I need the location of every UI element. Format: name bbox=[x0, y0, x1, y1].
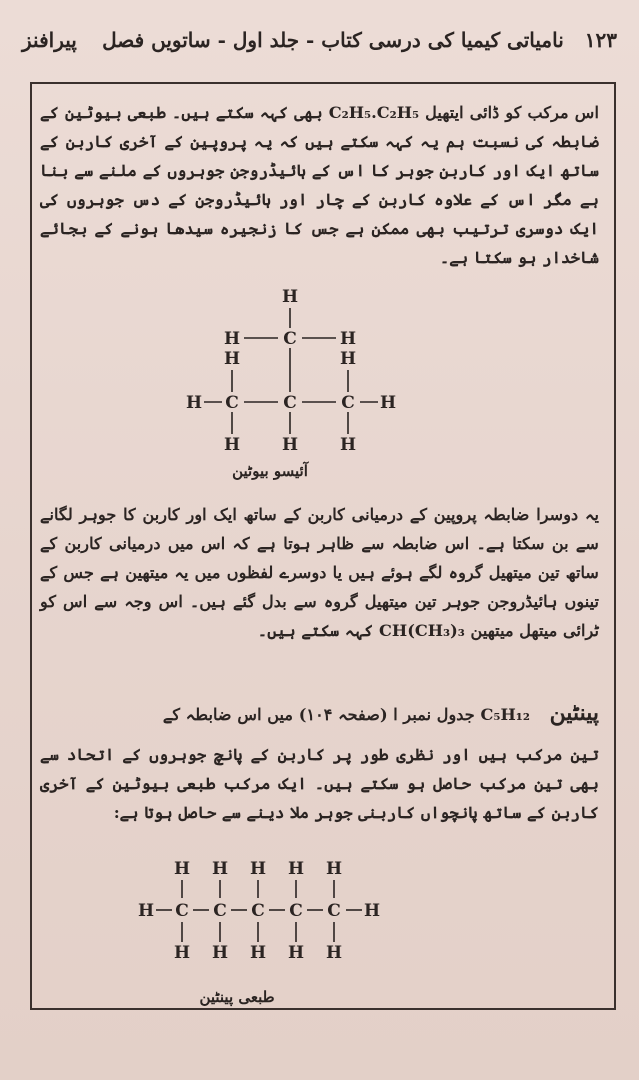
isobutane-caption: آئیسو بیوٹین bbox=[232, 462, 308, 480]
diethyl-formula: C₂H₅.C₂H₅ bbox=[328, 103, 420, 122]
paragraph-2-text: یہ دوسرا ضابطہ پروپین کے درمیانی کاربن کے ساتھ ایک اور کاربن کا جوہر لگانے سے بن سکتا ہے۔ اس ضابطہ سے ظاہر ہوتا ہے کہ اس میں درمیانی کاربن کے ساتھ تین میتھیل گروہ لگے ہوئے ہیں یا دوسرے لفظوں میں یہ میتھین ہے جس کے تینوں ہائیڈروجن جوہر تین میتھیل گروہ سے بدل گئے ہیں۔ اس وجہ سے اس کو ٹرائی میتھل میتھین bbox=[40, 505, 599, 640]
running-title bbox=[102, 28, 617, 52]
hydrogen-atom: H bbox=[211, 943, 229, 963]
hydrogen-atom: H bbox=[173, 943, 191, 963]
hydrogen-atom: H bbox=[325, 859, 343, 879]
hydrogen-atom: H bbox=[325, 943, 343, 963]
paragraph-1-body: بھی کہہ سکتے ہیں۔ طبعی بیوٹین کے ضابطہ کی نسبت ہم یہ کہہ سکتے ہیں کہ یہ پروپین کے آخری کاربن کے ساتھ ایک اور کاربن جوہر کا اس کے ہائیڈروجن جوہروں کے ملنے سے بنا ہے مگر اس کے علاوہ کاربن کے چار اور ہائیڈروجن کے دس جوہروں کی ایک دوسری ترتیب بھی ممکن ہے جس کا زنجیرہ سیدھا ہونے کے بجائے شاخدار ہو سکتا ہے۔ bbox=[40, 103, 599, 267]
carbon-atom: C bbox=[283, 329, 297, 349]
paragraph-3 bbox=[40, 740, 599, 827]
hydrogen-atom: H bbox=[249, 859, 267, 879]
hydrogen-atom: H bbox=[379, 393, 397, 413]
hydrogen-atom: H bbox=[339, 349, 357, 369]
normal-pentane-caption: طبعی پینٹین bbox=[199, 988, 275, 1006]
hydrogen-atom: H bbox=[223, 329, 241, 349]
hydrogen-atom: H bbox=[287, 859, 305, 879]
isobutane-structure bbox=[180, 282, 420, 462]
hydrogen-atom: H bbox=[223, 435, 241, 455]
paragraph-1 bbox=[40, 98, 599, 272]
hydrogen-atom: H bbox=[173, 859, 191, 879]
paragraph-2 bbox=[40, 500, 599, 645]
page-number: ۱۲۳ bbox=[584, 28, 617, 52]
pentane-formula: C₅H₁₂ bbox=[480, 705, 530, 724]
carbon-atom: C bbox=[327, 901, 341, 921]
paragraph-1-lead: اس مرکب کو ڈائی ایتھیل bbox=[425, 103, 599, 122]
hydrogen-atom: H bbox=[211, 859, 229, 879]
hydrogen-atom: H bbox=[281, 435, 299, 455]
hydrogen-atom: H bbox=[185, 393, 203, 413]
carbon-atom: C bbox=[283, 393, 297, 413]
pentane-title: پینٹین bbox=[549, 700, 599, 726]
page-header bbox=[22, 28, 617, 64]
isobutane-diagram bbox=[180, 282, 420, 462]
carbon-atom: C bbox=[213, 901, 227, 921]
hydrogen-atom: H bbox=[287, 943, 305, 963]
pentane-heading bbox=[40, 700, 599, 726]
hydrogen-atom: H bbox=[281, 287, 299, 307]
carbon-atom: C bbox=[341, 393, 355, 413]
hydrogen-atom: H bbox=[339, 435, 357, 455]
trimethylmethane-formula: CH(CH₃)₃ bbox=[379, 621, 465, 640]
hydrogen-atom: H bbox=[137, 901, 155, 921]
pentane-heading-text: جدول نمبر ا (صفحہ ۱۰۴) میں اس ضابطہ کے bbox=[162, 705, 475, 724]
carbon-atom: C bbox=[175, 901, 189, 921]
hydrogen-atom: H bbox=[363, 901, 381, 921]
paragraph-2-end: کہہ سکتے ہیں۔ bbox=[257, 621, 374, 640]
carbon-atom: C bbox=[225, 393, 239, 413]
paragraph-3-text: تین مرکب ہیں اور نظری طور پر کاربن کے پانچ جوہروں کے اتحاد سے بھی تین مرکب حاصل ہو سکتے ہیں۔ ایک مرکب طبعی بیوٹین کے آخری کاربن کے ساتھ پانچواں کاربنی جوہر ملا دینے سے حاصل ہوتا ہے: bbox=[40, 745, 599, 822]
normal-pentane-structure bbox=[130, 850, 390, 980]
hydrogen-atom: H bbox=[339, 329, 357, 349]
section-label: پیرافنز bbox=[22, 28, 77, 52]
running-title-text: نامیاتی کیمیا کی درسی کتاب - جلد اول - ساتویں فصل bbox=[102, 28, 564, 52]
carbon-atom: C bbox=[251, 901, 265, 921]
hydrogen-atom: H bbox=[249, 943, 267, 963]
carbon-atom: C bbox=[289, 901, 303, 921]
normal-pentane-diagram bbox=[130, 850, 390, 980]
hydrogen-atom: H bbox=[223, 349, 241, 369]
